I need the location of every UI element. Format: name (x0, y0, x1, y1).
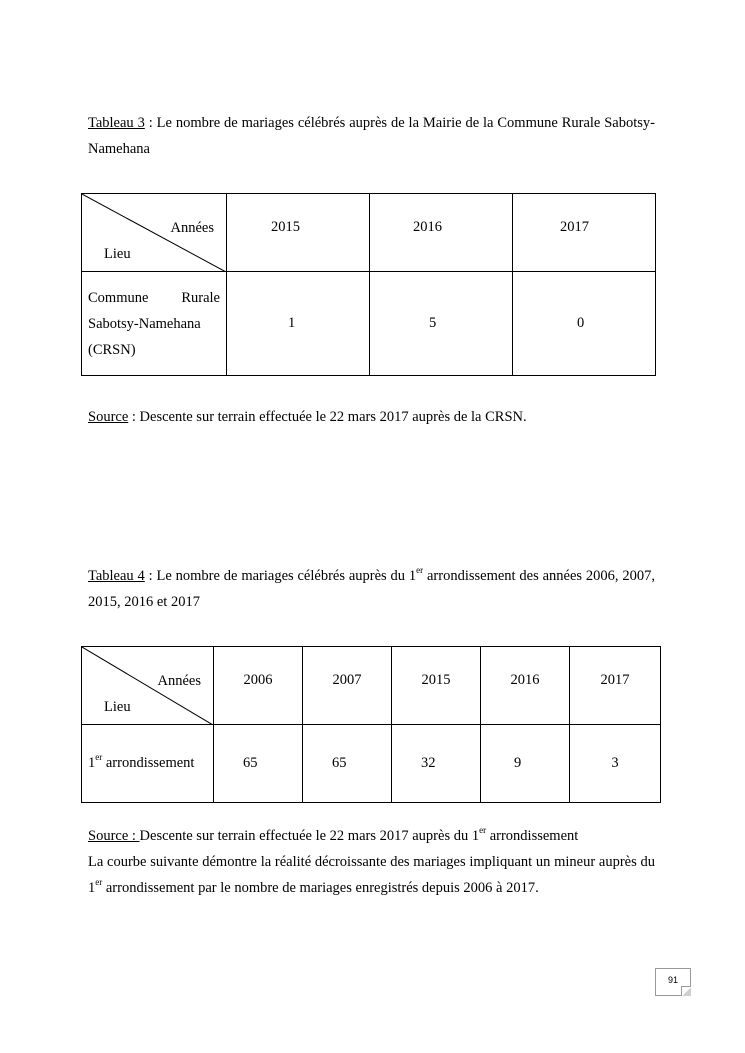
table4-header-row (82, 647, 661, 725)
page-number: 91 (667, 975, 678, 985)
table4-source-sup: er (479, 825, 487, 836)
table3-place-line2: Sabotsy-Namehana (88, 315, 201, 332)
table3-corner-cell (82, 194, 227, 272)
table4-header-years-label: Années (157, 673, 201, 689)
table4-year-2007: 2007 (303, 647, 392, 725)
table3-place-cell (82, 272, 227, 376)
table4-place-text-a: 1 (88, 755, 96, 771)
table4-source-text-b: arrondissement (486, 828, 579, 844)
table4-caption-text-b: arrondissement des années 2006, 2007, 2015, 2016 et 2017 (88, 568, 655, 610)
table4-source-label: Source : (88, 828, 140, 844)
table4-caption (88, 563, 655, 615)
table3 (81, 193, 656, 376)
table3-value-2015: 1 (227, 272, 370, 376)
table3-place-line1 (88, 285, 220, 311)
table4-caption-sup: er (416, 565, 424, 576)
page-number-box (655, 968, 691, 996)
table4-value-2007: 65 (303, 725, 392, 803)
table3-header-row (82, 194, 656, 272)
table4-year-2016: 2016 (481, 647, 570, 725)
table4-source (88, 823, 655, 849)
table3-caption-label: Tableau 3 (88, 115, 145, 131)
table4-source-text-a: Descente sur terrain effectuée le 22 mars 2017 auprès du 1 (139, 828, 480, 844)
table4-value-2015: 32 (392, 725, 481, 803)
table3-value-2016: 5 (370, 272, 513, 376)
table4-caption-label: Tableau 4 (88, 568, 145, 584)
table4-data-row (82, 725, 661, 803)
table4-year-2015: 2015 (392, 647, 481, 725)
table4-value-2016: 9 (481, 725, 570, 803)
closing-paragraph (88, 849, 655, 901)
table4-year-2006: 2006 (214, 647, 303, 725)
table3-header-years-label: Années (170, 220, 214, 236)
table4-value-2006: 65 (214, 725, 303, 803)
table3-header-place-label: Lieu (104, 246, 131, 262)
table4-place-cell (82, 725, 214, 803)
table3-source-label: Source (88, 409, 129, 425)
table4-place-text-b: arrondissement (102, 755, 195, 771)
page-fold-icon (681, 986, 691, 996)
table3-data-row (82, 272, 656, 376)
table3-place-word-commune: Commune (88, 289, 149, 306)
table3-caption-text: : Le nombre de mariages célébrés auprès de la Mairie de la Commune Rurale Sabotsy-Namehana (88, 115, 655, 157)
table3-caption (88, 110, 655, 162)
table3-place-word-rurale: Rurale (181, 289, 220, 306)
table3-value-2017: 0 (513, 272, 656, 376)
closing-paragraph-sup: er (95, 877, 103, 888)
table4-place-sup: er (95, 752, 103, 763)
table4-corner-cell (82, 647, 214, 725)
table4-value-2017: 3 (570, 725, 661, 803)
table3-source-text: : Descente sur terrain effectuée le 22 mars 2017 auprès de la CRSN. (128, 409, 527, 425)
table3-year-2017: 2017 (513, 194, 656, 272)
table3-year-2015: 2015 (227, 194, 370, 272)
table4-caption-text-a: : Le nombre de mariages célébrés auprès du 1 (144, 568, 417, 584)
table4-year-2017: 2017 (570, 647, 661, 725)
closing-paragraph-text-b: arrondissement par le nombre de mariages enregistrés depuis 2006 à 2017. (102, 880, 539, 896)
table3-place-line3: (CRSN) (88, 341, 136, 358)
table4 (81, 646, 661, 803)
table3-year-2016: 2016 (370, 194, 513, 272)
table4-header-place-label: Lieu (104, 699, 131, 715)
closing-paragraph-text-a: La courbe suivante démontre la réalité décroissante des mariages impliquant un mineur auprès du 1 (88, 854, 655, 896)
table3-source (88, 404, 655, 430)
